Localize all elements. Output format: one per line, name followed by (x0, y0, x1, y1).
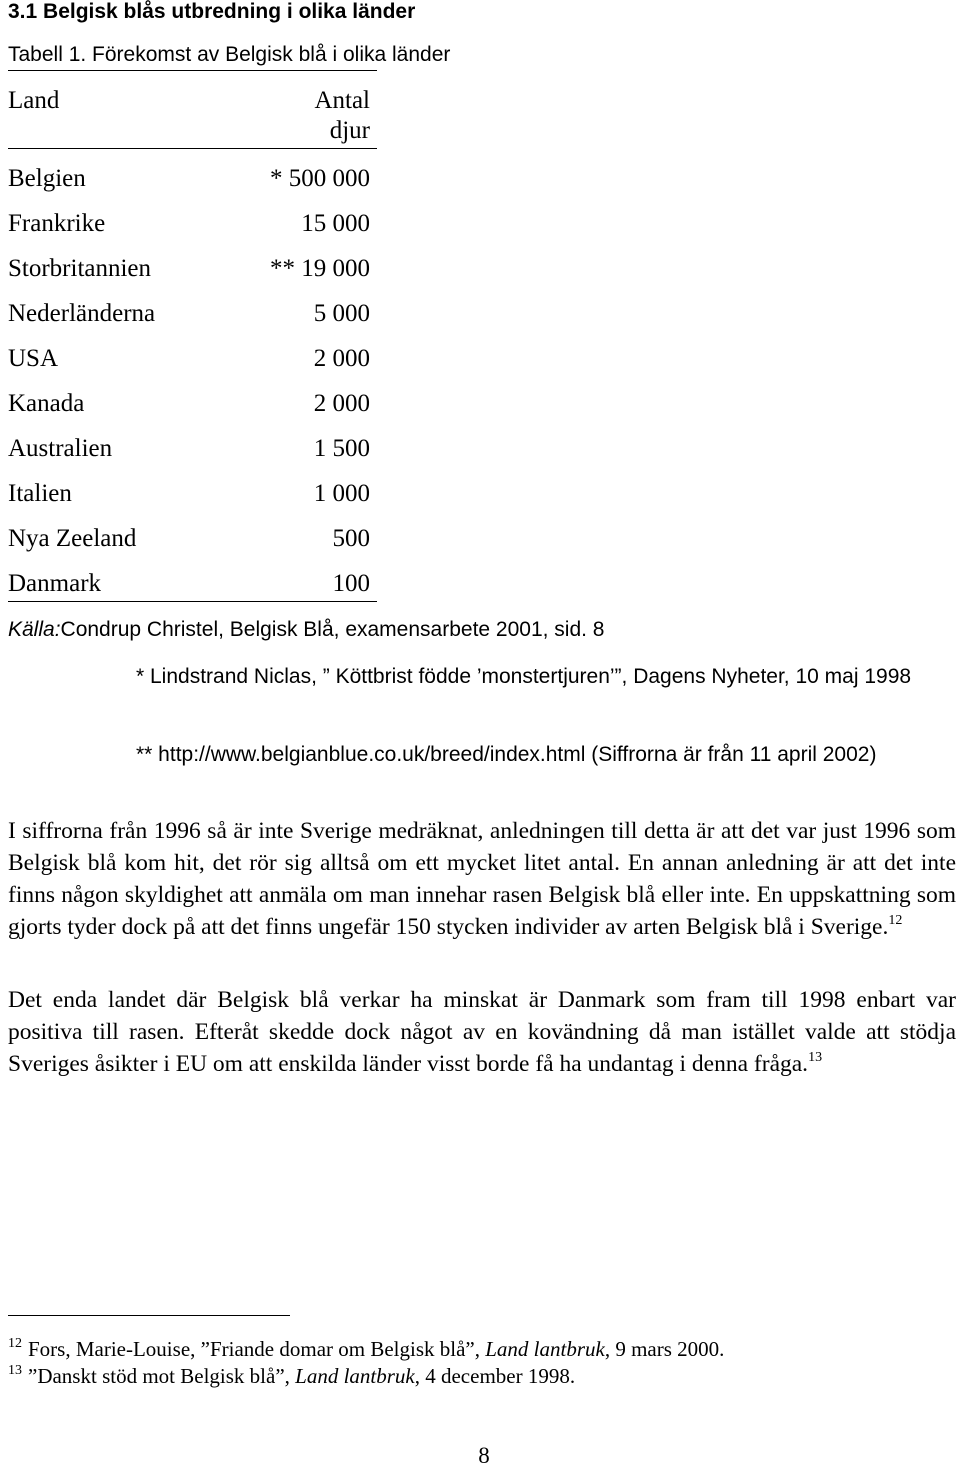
table-row-land: Belgien (8, 165, 86, 192)
table-header-land: Land (8, 87, 60, 114)
table-header-antal-line1: Antal (314, 87, 370, 114)
table-row-antal: 1 500 (313, 435, 370, 462)
paragraph-text: I siffrorna från 1996 så är inte Sverige medräknat, anledningen till detta är att det var just 1996 som Belgisk blå kom hit, det rör sig alltså om ett mycket litet antal. En annan anledning är att det inte finns någon skyldighet att anmäla om man innehar rasen Belgisk blå eller inte. En uppskattning som gjorts tyder dock på att det finns ungefär 150 stycken individer av arten Belgisk blå i Sverige. (8, 818, 956, 940)
table-header-rule (8, 148, 377, 149)
table-row-land: Danmark (8, 570, 102, 597)
table-row-land: Kanada (8, 390, 85, 417)
table-source (8, 616, 605, 644)
table-row-antal: 5 000 (313, 300, 370, 327)
table-row-land: Nya Zeeland (8, 525, 137, 552)
table-row-antal: ** 19 000 (270, 255, 370, 282)
table-row-antal: 500 (332, 525, 370, 552)
table-header-antal-line2: djur (329, 117, 370, 144)
table-row-land: Frankrike (8, 210, 106, 237)
footnote (8, 1336, 724, 1363)
footnote-date: , 4 december 1998. (414, 1364, 576, 1388)
table-caption: Tabell 1. Förekomst av Belgisk blå i olika länder (8, 43, 451, 66)
footnote-text: ”Danskt stöd mot Belgisk blå”, (28, 1364, 296, 1388)
paragraph-text: Det enda landet där Belgisk blå verkar ha minskat är Danmark som fram till 1998 enbart var positiva till rasen. Efteråt skedde dock något av en kovändning då man istället valde att stödja Sveriges åsikter i EU om att enskilda länder visst borde få ha undantag i denna fråga. (8, 987, 956, 1077)
table-row-land: Nederländerna (8, 300, 156, 327)
source-note-lindstrand: * Lindstrand Niclas, ” Köttbrist födde ’monstertjuren’”, Dagens Nyheter, 10 maj 1998 (136, 665, 912, 688)
table-row-land: USA (8, 345, 59, 372)
table-row-antal: 1 000 (313, 480, 370, 507)
table-top-rule (8, 70, 377, 71)
body-paragraph (8, 984, 956, 1080)
footnote-mark: 13 (8, 1363, 22, 1378)
footnote-publication: Land lantbruk (295, 1364, 415, 1388)
source-text: Condrup Christel, Belgisk Blå, examensarbete 2001, sid. 8 (60, 618, 605, 641)
footnote-text: Fors, Marie-Louise, ”Friande domar om Belgisk blå”, (28, 1337, 486, 1361)
footnote (8, 1363, 575, 1390)
table-row-antal: 100 (332, 570, 370, 597)
footnote-reference: 13 (808, 1050, 823, 1065)
table-row-land: Italien (8, 480, 72, 507)
table-row-antal: 15 000 (301, 210, 370, 237)
footnote-date: , 9 mars 2000. (604, 1337, 725, 1361)
table-row-land: Storbritannien (8, 255, 152, 282)
body-paragraph (8, 815, 956, 943)
source-note-belgianblue: ** http://www.belgianblue.co.uk/breed/index.html (Siffrorna är från 11 april 2002) (136, 743, 877, 766)
table-row-antal: * 500 000 (270, 165, 370, 192)
table-row-land: Australien (8, 435, 113, 462)
table-header-antal (220, 86, 370, 146)
table-row-antal: 2 000 (313, 345, 370, 372)
footnote-publication: Land lantbruk (485, 1337, 605, 1361)
table-bottom-rule (8, 601, 377, 602)
table-row-antal: 2 000 (313, 390, 370, 417)
footnote-mark: 12 (8, 1336, 22, 1351)
source-label: Källa: (8, 618, 61, 641)
footnote-separator (8, 1315, 290, 1316)
page-number: 8 (478, 1443, 490, 1468)
footnote-reference: 12 (888, 913, 903, 928)
section-heading: 3.1 Belgisk blås utbredning i olika länder (8, 0, 416, 23)
